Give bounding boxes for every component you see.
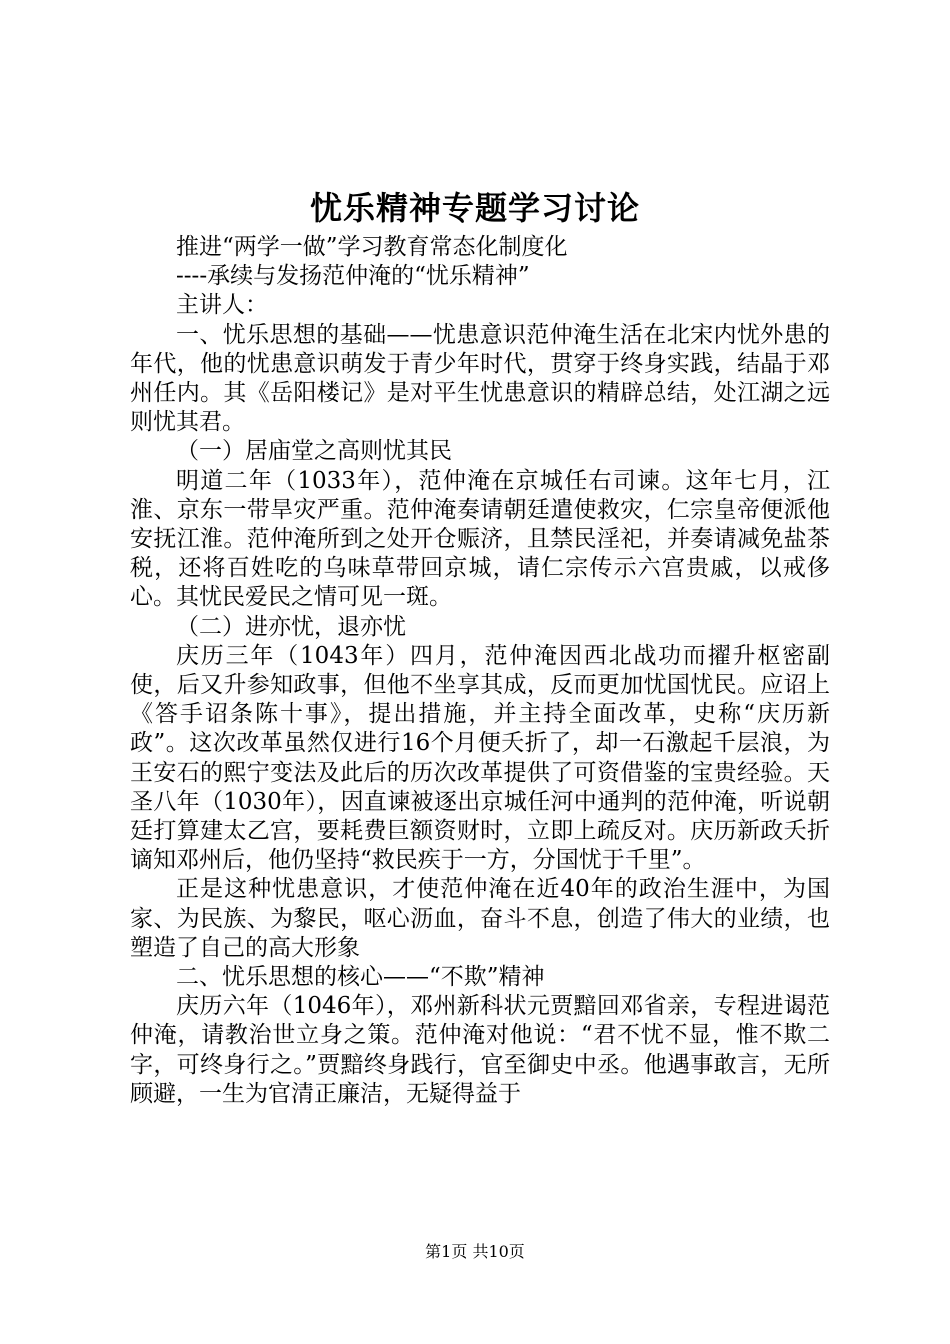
subtitle-line-1: 推进“两学一做”学习教育常态化制度化 [176,234,568,260]
section-heading-2: 二、忧乐思想的核心——“不欺”精神 [176,964,545,991]
body-paragraph: 明道二年（1033年），范仲淹在京城任右司谏。这年七月，江淮、京东一带旱灾严重。范仲淹奏请朝廷遣使救灾，仁宗皇帝便派他安抚江淮。范仲淹所到之处开仓赈济，且禁民淫祀，并奏请减免盐茶税，还将百姓吃的乌味草带回京城，请仁宗传示六宫贵戚，以戒侈心。其忧民爱民之情可见一斑。 [130,467,830,611]
subsection-heading-1: （一）居庙堂之高则忧其民 [176,438,452,465]
subsection-heading-2: （二）进亦忧，退亦忧 [176,613,406,640]
body-paragraph: 庆历六年（1046年），邓州新科状元贾黯回邓省亲，专程进谒范仲淹，请教治世立身之策。范仲淹对他说：“君不忧不显，惟不欺二字，可终身行之。”贾黯终身践行，官至御史中丞。他遇事敢言，无所顾避，一生为官清正廉洁，无疑得益于 [130,993,830,1107]
speaker-line: 主讲人： [176,292,268,319]
page-number-footer: 第1页 共10页 [425,1242,525,1261]
body-paragraph: 庆历三年（1043年）四月，范仲淹因西北战功而擢升枢密副使，后又升参知政事，但他不坐享其成，反而更加忧国忧民。应诏上《答手诏条陈十事》，提出措施，并主持全面改革，史称“庆历新政”。这次改革虽然仅进行16个月便夭折了，却一石激起千层浪，为王安石的熙宁变法及此后的历次改革提供了可资借鉴的宝贵经验。天圣八年（1030年），因直谏被逐出京城任河中通判的范仲淹，听说朝廷打算建太乙宫，要耗费巨额资财时，立即上疏反对。庆历新政夭折谪知邓州后，他仍坚持“救民疾于一方，分国忧于千里”。 [130,642,830,874]
document-body [130,233,830,1109]
subtitle-line-2: ----承续与发扬范仲淹的“忧乐精神” [176,263,530,290]
document-title: 忧乐精神专题学习讨论 [309,189,640,227]
body-paragraph: 正是这种忧患意识，才使范仲淹在近40年的政治生涯中，为国家、为民族、为黎民，呕心沥血，奋斗不息，创造了伟大的业绩，也塑造了自己的高大形象 [130,876,830,961]
section-one-paragraph: 一、忧乐思想的基础——忧患意识范仲淹生活在北宋内忧外患的年代，他的忧患意识萌发于青少年时代，贯穿于终身实践，结晶于邓州任内。其《岳阳楼记》是对平生忧患意识的精辟总结，处江湖之远则忧其君。 [130,321,830,436]
